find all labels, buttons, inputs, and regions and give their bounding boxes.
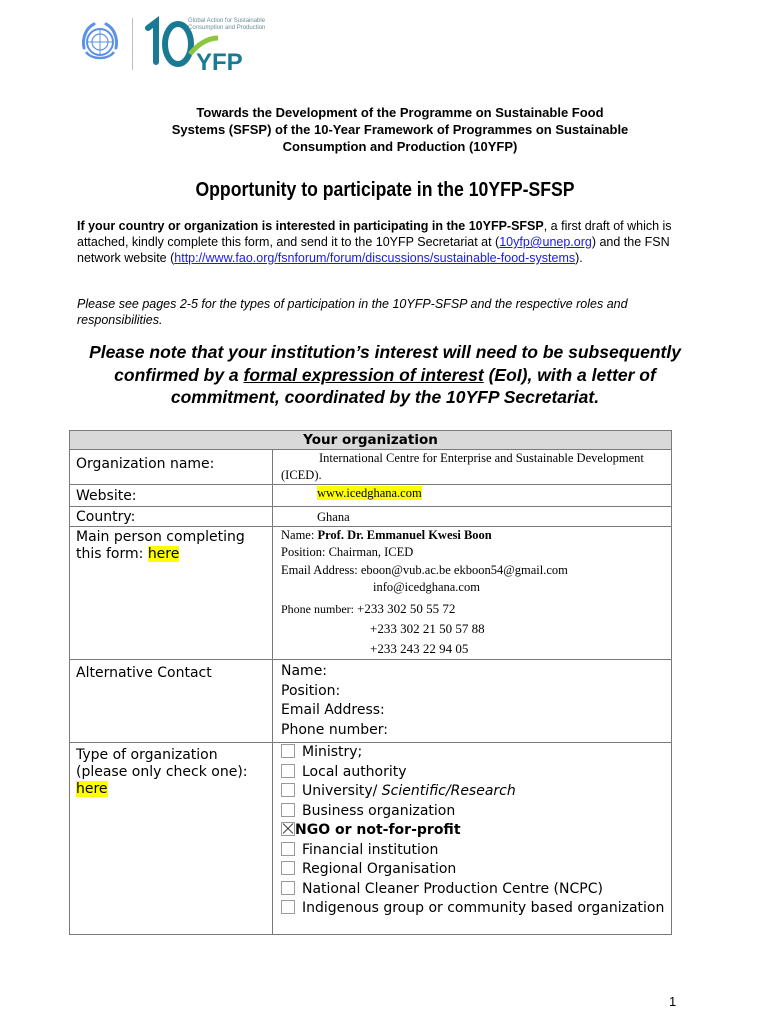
fsn-forum-link[interactable]: http://www.fao.org/fsnforum/forum/discussions/sustainable-food-systems <box>174 251 576 265</box>
intro-text: , a first draft of which is attached, kindly complete this form, and send it to the 10YFP Secretariat at ( <box>77 219 672 249</box>
main-person-label <box>70 527 273 660</box>
org-type-option-regional[interactable] <box>281 860 665 880</box>
svg-text:YFP: YFP <box>196 49 243 74</box>
main-person-here-highlight: here <box>147 546 180 562</box>
contact-email-line-2: info@icedghana.com <box>373 580 480 594</box>
org-type-option-business[interactable] <box>281 802 665 822</box>
logo-divider <box>132 18 133 70</box>
contact-phone-line: +233 302 21 50 57 88 <box>370 621 485 636</box>
org-type-label <box>70 743 273 935</box>
alt-email-line: Email Address: <box>281 702 385 718</box>
page-title: Opportunity to participate in the 10YFP-SFSP <box>195 178 575 201</box>
website-value: www.icedghana.com <box>317 486 422 500</box>
intro-paragraph <box>77 218 677 266</box>
checkbox-icon[interactable] <box>281 842 295 856</box>
document-subtitle <box>100 104 700 155</box>
country-field[interactable]: Ghana <box>273 507 672 527</box>
subtitle-line: Systems (SFSP) of the 10-Year Framework of Programmes on Sustainable <box>171 122 629 137</box>
option-label: Local authority <box>302 763 407 780</box>
yfp-tagline: Global Action for Sustainable Consumption and Production <box>188 18 266 31</box>
notice-underlined: formal expression of interest <box>243 364 484 385</box>
secretariat-email-link[interactable]: 10yfp@unep.org <box>499 235 592 249</box>
page-number: 1 <box>669 994 677 1009</box>
option-label: Indigenous group or community based organization <box>302 900 665 916</box>
main-person-label-text: Main person completing this form: <box>76 529 245 562</box>
org-type-option-ncpc[interactable] <box>281 880 665 900</box>
notice-text: Please note that your institution’s interest will need to be subsequently confirmed by a <box>89 342 681 385</box>
notice-text: (EoI), with a letter of commitment, coordinated by the 10YFP Secretariat. <box>170 364 656 407</box>
intro-text: ) and the FSN network website ( <box>77 235 670 265</box>
org-type-options <box>273 743 672 935</box>
alt-name-line: Name: <box>281 663 328 679</box>
org-type-option-ministry[interactable] <box>281 743 665 763</box>
org-type-option-local-authority[interactable] <box>281 763 665 783</box>
checkbox-icon[interactable] <box>281 744 295 758</box>
option-label: Business organization <box>302 802 456 819</box>
website-label: Website: <box>70 485 273 507</box>
org-type-here-highlight: here <box>76 781 108 797</box>
pages-note: Please see pages 2-5 for the types of participation in the 10YFP-SFSP and the respective roles and responsibilities. <box>77 297 628 327</box>
eoi-notice <box>60 341 710 409</box>
checkbox-icon[interactable] <box>281 900 295 914</box>
contact-phone-line <box>281 599 665 619</box>
checked-checkbox-icon[interactable] <box>281 822 295 836</box>
org-type-option-ngo[interactable] <box>281 821 665 841</box>
website-field[interactable] <box>273 485 672 507</box>
checkbox-icon[interactable] <box>281 881 295 895</box>
contact-name-line <box>281 527 665 544</box>
org-type-option-financial[interactable] <box>281 841 665 861</box>
option-label: Ministry; <box>302 744 363 760</box>
contact-position-line: Position: Chairman, ICED <box>281 545 414 559</box>
checkbox-icon[interactable] <box>281 764 295 778</box>
option-label: Regional Organisation <box>302 861 457 877</box>
option-label: Financial institution <box>302 841 439 858</box>
intro-bold-lead: If your country or organization is interested in participating in the 10YFP-SFSP <box>77 219 544 233</box>
phone-value: +233 302 50 55 72 <box>357 601 456 616</box>
org-type-option-indigenous[interactable] <box>281 899 665 917</box>
contact-phone-line: +233 243 22 94 05 <box>370 641 469 656</box>
option-label: National Cleaner Production Centre (NCPC) <box>302 880 603 897</box>
org-name-field[interactable]: International Centre for Enterprise and Sustainable Development (ICED). <box>273 450 672 485</box>
contact-email-line: Email Address: eboon@vub.ac.be ekboon54@gmail.com <box>281 563 568 577</box>
option-label-italic: Scientific/Research <box>381 783 516 799</box>
contact-name-value: Prof. Dr. Emmanuel Kwesi Boon <box>317 528 492 542</box>
phone-label: Phone number: <box>281 602 357 616</box>
un-emblem-icon <box>76 18 124 66</box>
org-type-label-text: Type of organization (please only check one): <box>76 747 248 780</box>
alternative-contact-field[interactable] <box>273 660 672 743</box>
subtitle-line: Towards the Development of the Programme on Sustainable Food <box>196 105 604 120</box>
header-logos <box>76 14 296 74</box>
intro-text: ). <box>575 251 583 265</box>
name-label: Name: <box>281 528 318 542</box>
alternative-contact-label: Alternative Contact <box>70 660 273 743</box>
main-person-field[interactable] <box>273 527 672 660</box>
subtitle-line: Consumption and Production (10YFP) <box>282 139 518 154</box>
alt-position-line: Position: <box>281 682 341 699</box>
checkbox-icon[interactable] <box>281 803 295 817</box>
form-section-header: Your organization <box>70 431 672 450</box>
checkbox-icon[interactable] <box>281 783 295 797</box>
option-label: University/ <box>302 783 382 799</box>
alt-phone-line: Phone number: <box>281 721 388 738</box>
checkbox-icon[interactable] <box>281 861 295 875</box>
option-label: NGO or not-for-profit <box>295 822 461 838</box>
country-label: Country: <box>70 507 273 527</box>
org-type-option-university[interactable] <box>281 782 665 802</box>
org-name-label: Organization name: <box>70 450 273 485</box>
organization-form <box>69 430 672 935</box>
